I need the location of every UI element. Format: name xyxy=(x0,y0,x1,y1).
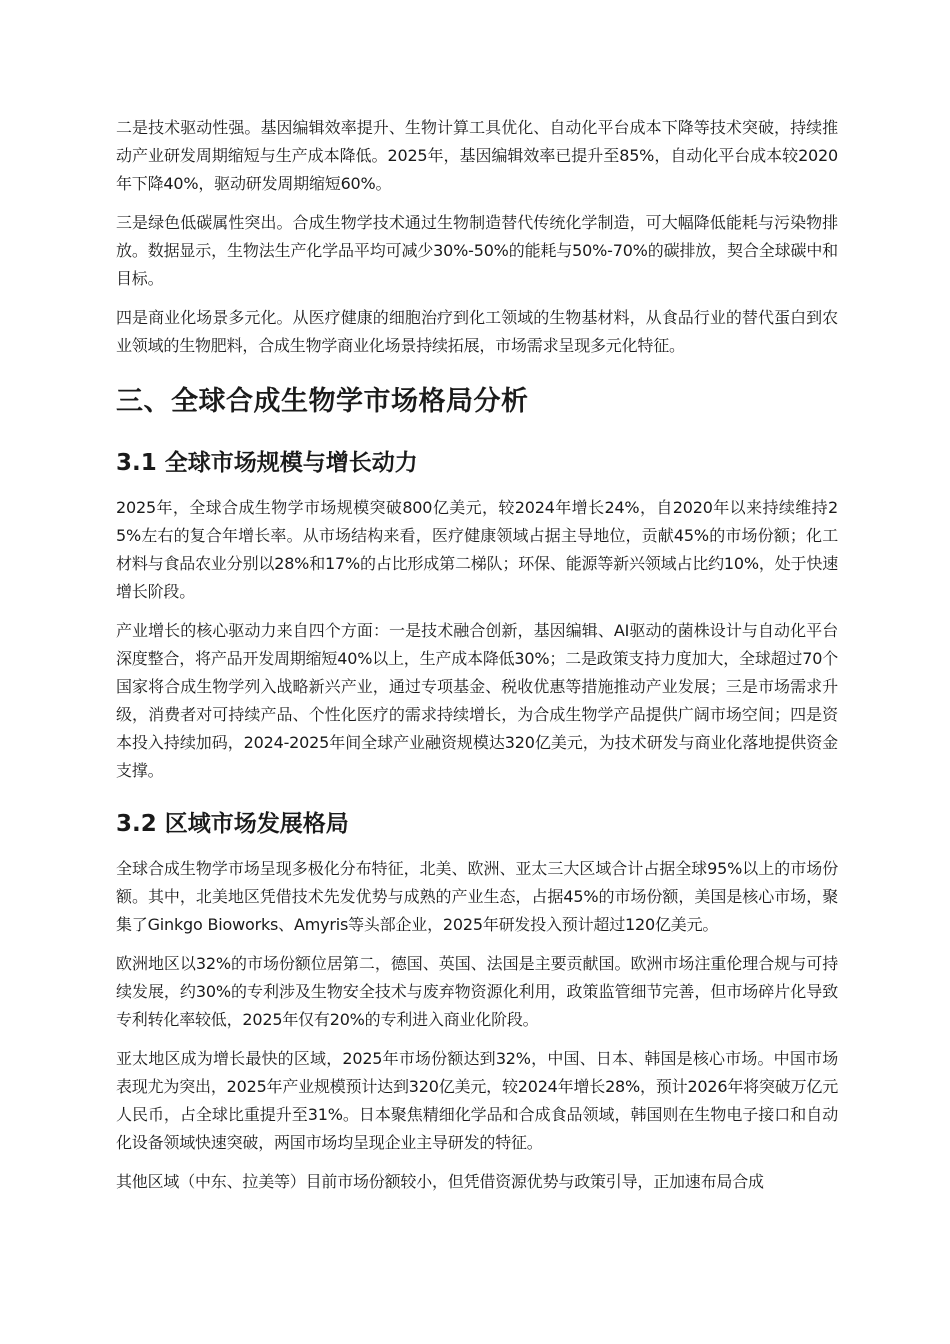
subsection-heading-regional: 3.2 区域市场发展格局 xyxy=(116,811,349,837)
paragraph-growth-drivers: 产业增长的核心驱动力来自四个方面：一是技术融合创新，基因编辑、AI驱动的菌株设计与自动化平台深度整合，将产品开发周期缩短40%以上，生产成本降低30%；二是政策支持力度加大，全球超过70个国家将合成生物学列入战略新兴产业，通过专项基金、税收优惠等措施推动产业发展；三是市场需求升级，消费者对可持续产品、个性化医疗的需求持续增长，为合成生物学产品提供广阔市场空间；四是资本投入持续加码，2024-2025年间全球产业融资规模达320亿美元，为技术研发与商业化落地提供资金支撑。 xyxy=(116,621,838,780)
section-heading-global-market: 三、全球合成生物学市场格局分析 xyxy=(116,386,529,417)
paragraph-commercial-scenarios: 四是商业化场景多元化。从医疗健康的细胞治疗到化工领域的生物基材料，从食品行业的替代蛋白到农业领域的生物肥料，合成生物学商业化场景持续拓展，市场需求呈现多元化特征。 xyxy=(116,308,838,355)
paragraph-europe: 欧洲地区以32%的市场份额位居第二，德国、英国、法国是主要贡献国。欧洲市场注重伦理合规与可持续发展，约30%的专利涉及生物安全技术与废弃物资源化利用，政策监管细节完善，但市场碎片化导致专利转化率较低，2025年仅有20%的专利进入商业化阶段。 xyxy=(116,954,838,1029)
subsection-heading-market-size: 3.1 全球市场规模与增长动力 xyxy=(116,450,418,476)
paragraph-green-low-carbon: 三是绿色低碳属性突出。合成生物学技术通过生物制造替代传统化学制造，可大幅降低能耗与污染物排放。数据显示，生物法生产化学品平均可减少30%-50%的能耗与50%-70%的碳排放，契合全球碳中和目标。 xyxy=(116,213,838,288)
paragraph-tech-driven: 二是技术驱动性强。基因编辑效率提升、生物计算工具优化、自动化平台成本下降等技术突破，持续推动产业研发周期缩短与生产成本降低。2025年，基因编辑效率已提升至85%，自动化平台成本较2020年下降40%，驱动研发周期缩短60%。 xyxy=(116,118,838,193)
paragraph-other-regions: 其他区域（中东、拉美等）目前市场份额较小，但凭借资源优势与政策引导，正加速布局合成 xyxy=(116,1172,764,1191)
paragraph-market-size: 2025年，全球合成生物学市场规模突破800亿美元，较2024年增长24%，自2020年以来持续维持25%左右的复合年增长率。从市场结构来看，医疗健康领域占据主导地位，贡献45%的市场份额；化工材料与食品农业分别以28%和17%的占比形成第二梯队；环保、能源等新兴领域占比约10%，处于快速增长阶段。 xyxy=(116,498,838,601)
paragraph-north-america: 全球合成生物学市场呈现多极化分布特征，北美、欧洲、亚太三大区域合计占据全球95%以上的市场份额。其中，北美地区凭借技术先发优势与成熟的产业生态，占据45%的市场份额，美国是核心市场，聚集了Ginkgo Bioworks、Amyris等头部企业，2025年研发投入预计超过120亿美元。 xyxy=(116,859,838,934)
document-page xyxy=(116,114,838,1207)
paragraph-asia-pacific: 亚太地区成为增长最快的区域，2025年市场份额达到32%，中国、日本、韩国是核心市场。中国市场表现尤为突出，2025年产业规模预计达到320亿美元，较2024年增长28%，预计2026年将突破万亿元人民币，占全球比重提升至31%。日本聚焦精细化学品和合成食品领域，韩国则在生物电子接口和自动化设备领域快速突破，两国市场均呈现企业主导研发的特征。 xyxy=(116,1049,838,1152)
